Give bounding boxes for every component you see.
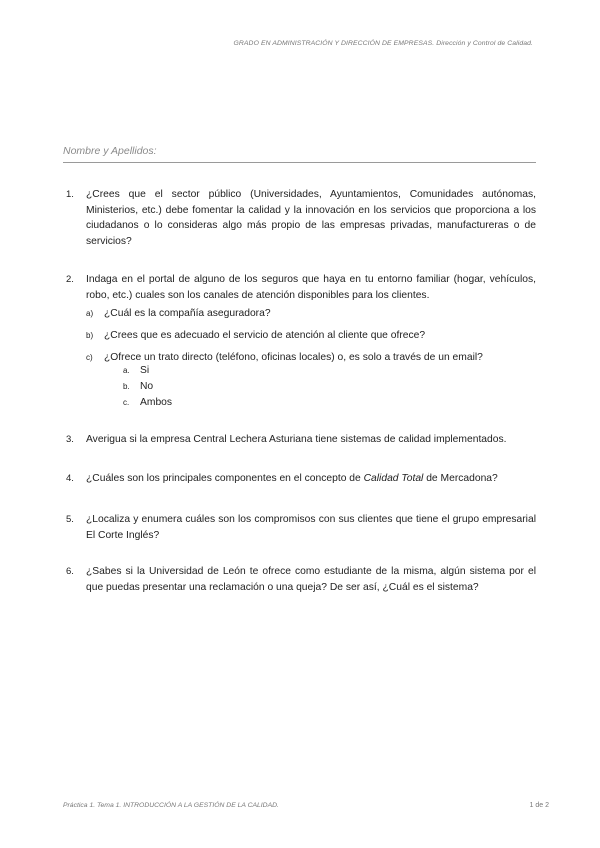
- page-number: [529, 802, 549, 809]
- question-text: [86, 471, 536, 487]
- subquestion-text: ¿Cuál es la compañía aseguradora?: [104, 308, 271, 319]
- option-a: [123, 363, 149, 379]
- question-text-end: de Mercadona?: [423, 473, 498, 484]
- name-field-line[interactable]: [63, 162, 536, 163]
- question-number: 2.: [66, 274, 74, 285]
- name-field-label: Nombre y Apellidos:: [63, 145, 157, 157]
- question-text-start: ¿Cuáles son los principales componentes en el concepto de: [86, 473, 364, 484]
- page-footer-title: Práctica 1. Tema 1. INTRODUCCIÓN A LA GESTIÓN DE LA CALIDAD.: [63, 802, 279, 809]
- page-total: 2: [545, 802, 549, 809]
- option-text: No: [140, 381, 154, 392]
- question-number: 5.: [66, 514, 74, 525]
- question-4: [66, 471, 536, 487]
- option-text: Ambos: [140, 397, 173, 408]
- question-3: [66, 432, 536, 448]
- question-number: 3.: [66, 434, 74, 445]
- option-b: [123, 379, 153, 395]
- subquestion-letter: b): [86, 331, 94, 340]
- option-letter: c.: [123, 398, 130, 407]
- question-5: [66, 512, 536, 543]
- question-2: [66, 272, 536, 303]
- question-text: ¿Crees que el sector público (Universidades, Ayuntamientos, Comunidades autónomas, Ministerios, etc.) debe fomentar la calidad y la innovación en los servicios que proporciona a los ciudadanos o lo consideras algo más propio de las empresas privadas, manufactureras o de servicios?: [86, 189, 536, 247]
- question-text: Averigua si la empresa Central Lechera Asturiana tiene sistemas de calidad implementados.: [86, 434, 507, 445]
- question-number: 4.: [66, 473, 74, 484]
- question-text: Indaga en el portal de alguno de los seguros que haya en tu entorno familiar (hogar, vehículos, robo, etc.) cuales son los canales de atención disponibles para los clientes.: [86, 274, 536, 301]
- subquestion-a: [86, 306, 271, 322]
- option-letter: b.: [123, 382, 130, 391]
- subquestion-text: ¿Crees que es adecuado el servicio de atención al cliente que ofrece?: [104, 330, 426, 341]
- question-number: 1.: [66, 189, 74, 200]
- emphasized-term: Calidad Total: [363, 473, 424, 484]
- question-6: [66, 564, 536, 595]
- subquestion-text: ¿Ofrece un trato directo (teléfono, oficinas locales) o, es solo a través de un email?: [104, 352, 483, 363]
- question-text: ¿Localiza y enumera cuáles son los compromisos con sus clientes que tiene el grupo empresarial El Corte Inglés?: [86, 514, 536, 541]
- page-of: de: [535, 802, 544, 809]
- subquestion-letter: c): [86, 353, 93, 362]
- question-text: ¿Sabes si la Universidad de León te ofrece como estudiante de la misma, algún sistema por el que puedas presentar una reclamación o una queja? De ser así, ¿Cuál es el sistema?: [86, 566, 536, 593]
- option-c: [123, 395, 172, 411]
- question-number: 6.: [66, 566, 74, 577]
- subquestion-b: [86, 328, 425, 344]
- question-1: [66, 187, 536, 249]
- subquestion-letter: a): [86, 309, 94, 318]
- option-letter: a.: [123, 366, 130, 375]
- page-header: GRADO EN ADMINISTRACIÓN Y DIRECCIÓN DE EMPRESAS. Dirección y Control de Calidad.: [233, 40, 533, 47]
- page-current: 1: [529, 802, 534, 809]
- option-text: Si: [140, 365, 150, 376]
